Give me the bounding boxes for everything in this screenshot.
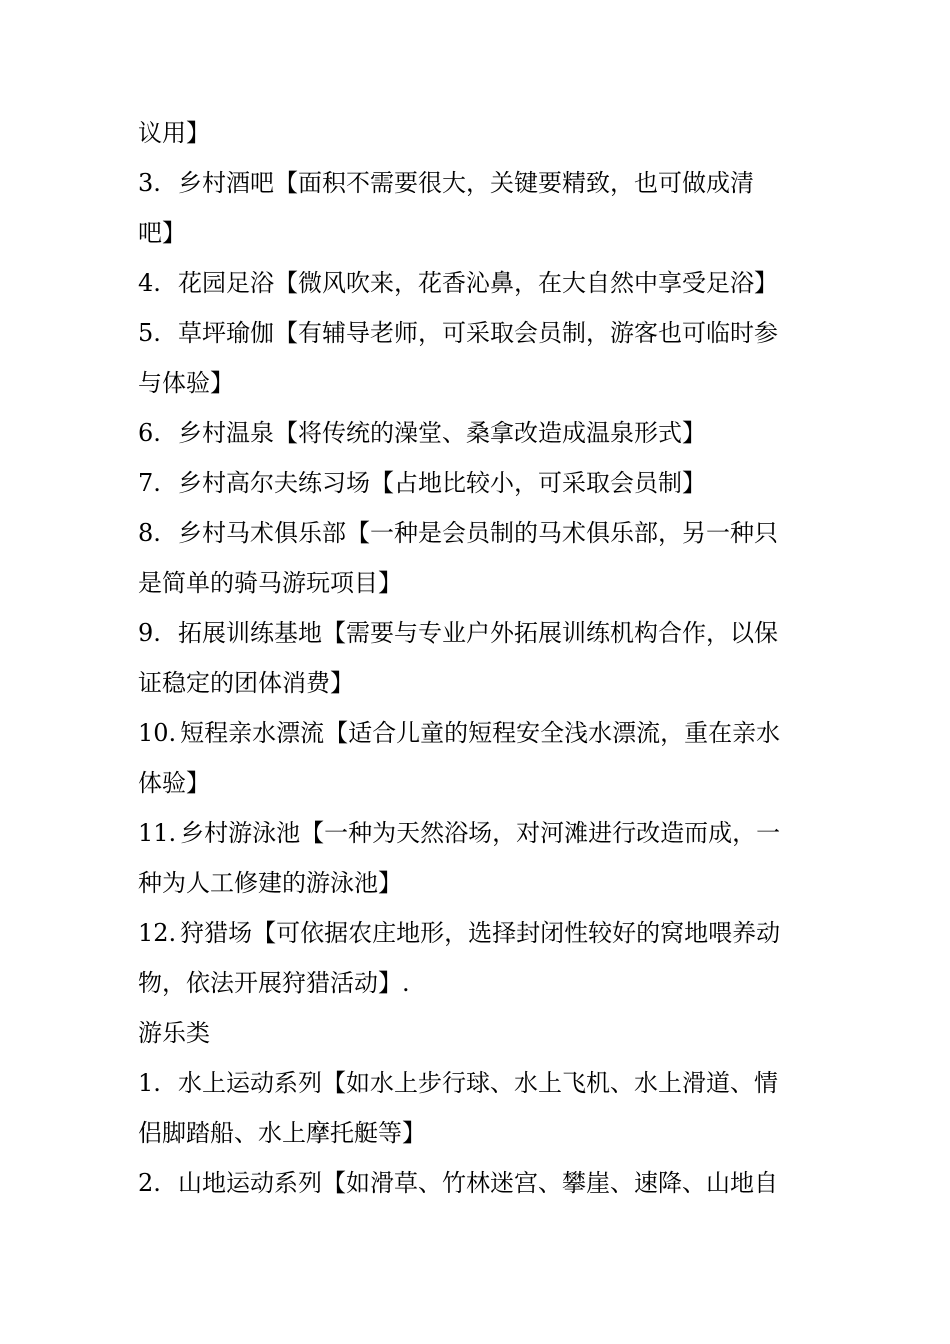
- item-number: 11.: [138, 819, 177, 847]
- list-item-4: [138, 258, 818, 308]
- item-text-continued: 体验】: [138, 769, 210, 797]
- continued-text-line: [138, 108, 818, 158]
- item-number: 4.: [138, 269, 161, 297]
- item-number: 5.: [138, 319, 161, 347]
- item-text: 拓展训练基地【需要与专业户外拓展训练机构合作，以保: [178, 619, 778, 647]
- item-text-continued: 吧】: [138, 219, 186, 247]
- list-item-5: [138, 308, 818, 408]
- item-text-continued: 侣脚踏船、水上摩托艇等】: [138, 1119, 426, 1147]
- item-text: 草坪瑜伽【有辅导老师，可采取会员制，游客也可临时参: [178, 319, 778, 347]
- list-item-9: [138, 608, 818, 708]
- list-item-6: [138, 408, 818, 458]
- section-list-item-2: [138, 1158, 818, 1208]
- item-text-continued: 物，依法开展狩猎活动】.: [138, 969, 410, 997]
- list-item-7: [138, 458, 818, 508]
- item-text-continued: 种为人工修建的游泳池】: [138, 869, 402, 897]
- item-text: 乡村温泉【将传统的澡堂、桑拿改造成温泉形式】: [178, 419, 706, 447]
- list-item-11: [138, 808, 818, 908]
- item-text: 议用】: [138, 119, 210, 147]
- item-number: 9.: [138, 619, 161, 647]
- item-text: 乡村马术俱乐部【一种是会员制的马术俱乐部，另一种只: [178, 519, 778, 547]
- item-number: 8.: [138, 519, 161, 547]
- item-number: 1.: [138, 1069, 161, 1097]
- item-text: 狩猎场【可依据农庄地形，选择封闭性较好的窝地喂养动: [180, 919, 781, 947]
- item-number: 10.: [138, 719, 177, 747]
- section-heading: 游乐类: [138, 1019, 210, 1047]
- item-text: 花园足浴【微风吹来，花香沁鼻，在大自然中享受足浴】: [178, 269, 778, 297]
- list-item-10: [138, 708, 818, 808]
- item-number: 3.: [138, 169, 161, 197]
- item-text: 水上运动系列【如水上步行球、水上飞机、水上滑道、情: [178, 1069, 778, 1097]
- item-text: 山地运动系列【如滑草、竹林迷宫、攀崖、速降、山地自: [178, 1169, 778, 1197]
- item-text-continued: 与体验】: [138, 369, 234, 397]
- item-text: 乡村高尔夫练习场【占地比较小，可采取会员制】: [178, 469, 706, 497]
- list-item-3: [138, 158, 818, 258]
- list-item-12: [138, 908, 818, 1008]
- item-text: 乡村酒吧【面积不需要很大，关键要精致，也可做成清: [178, 169, 754, 197]
- item-number: 2.: [138, 1169, 161, 1197]
- item-text-continued: 是简单的骑马游玩项目】: [138, 569, 402, 597]
- document-page: [138, 108, 818, 1208]
- item-number: 6.: [138, 419, 161, 447]
- section-list-item-1: [138, 1058, 818, 1158]
- item-number: 7.: [138, 469, 161, 497]
- item-text: 乡村游泳池【一种为天然浴场，对河滩进行改造而成，一: [180, 819, 781, 847]
- item-text: 短程亲水漂流【适合儿童的短程安全浅水漂流，重在亲水: [180, 719, 781, 747]
- item-number: 12.: [138, 919, 177, 947]
- list-item-8: [138, 508, 818, 608]
- item-text-continued: 证稳定的团体消费】: [138, 669, 354, 697]
